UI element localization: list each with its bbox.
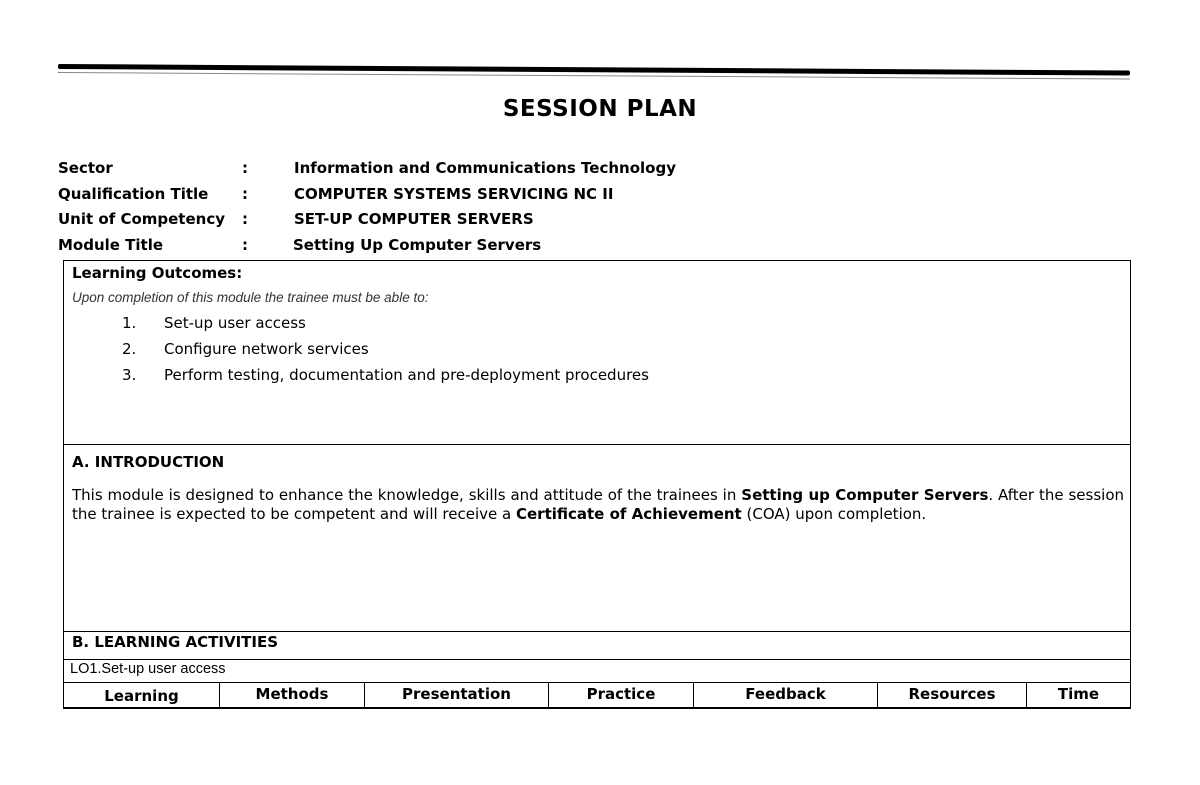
intro-text-3: (COA) upon completion. [741, 505, 927, 523]
column-header: Resources [878, 683, 1027, 707]
meta-colon: : [242, 236, 248, 254]
activity-table-header [63, 682, 1131, 709]
meta-value: COMPUTER SYSTEMS SERVICING NC II [294, 185, 614, 203]
meta-label: Sector [58, 159, 113, 177]
list-text: Perform testing, documentation and pre-deployment procedures [164, 366, 649, 384]
learning-outcomes-section [63, 260, 1131, 445]
meta-colon: : [242, 185, 248, 203]
learning-activities-heading: B. LEARNING ACTIVITIES [72, 633, 279, 651]
list-number: 1. [122, 314, 137, 332]
lo1-row [63, 659, 1131, 682]
introduction-paragraph [72, 486, 1124, 524]
list-text: Configure network services [164, 340, 369, 358]
learning-outcomes-heading: Learning Outcomes: [72, 264, 243, 282]
learning-activities-section [63, 631, 1131, 660]
meta-label: Qualification Title [58, 185, 209, 203]
meta-value: Setting Up Computer Servers [293, 236, 542, 254]
list-number: 2. [122, 340, 137, 358]
meta-value: SET-UP COMPUTER SERVERS [294, 210, 534, 228]
intro-bold-2: Certificate of Achievement [515, 505, 742, 523]
page-title: SESSION PLAN [502, 96, 698, 122]
column-header: Practice [549, 683, 694, 707]
meta-label: Module Title [58, 236, 164, 254]
column-header: Methods [220, 683, 365, 707]
column-header: Learning [64, 683, 220, 707]
meta-value: Information and Communications Technology [294, 159, 676, 177]
lo1-label: LO1.Set-up user access [70, 661, 226, 677]
list-text: Set-up user access [164, 314, 306, 332]
learning-outcomes-intro: Upon completion of this module the trainee must be able to: [72, 290, 429, 305]
introduction-heading: A. INTRODUCTION [72, 453, 225, 471]
meta-colon: : [242, 210, 248, 228]
list-number: 3. [122, 366, 137, 384]
intro-text-1: This module is designed to enhance the knowledge, skills and attitude of the trainees in [72, 486, 742, 504]
intro-text-2: . After the session the trainee is expected to be competent and will receive a [72, 486, 1125, 523]
intro-bold-1: Setting up Computer Servers [741, 486, 989, 504]
introduction-section [63, 444, 1131, 632]
column-header: Feedback [694, 683, 878, 707]
meta-label: Unit of Competency [58, 210, 225, 228]
meta-colon: : [242, 159, 248, 177]
column-header: Presentation [365, 683, 549, 707]
column-header: Time [1057, 685, 1100, 703]
